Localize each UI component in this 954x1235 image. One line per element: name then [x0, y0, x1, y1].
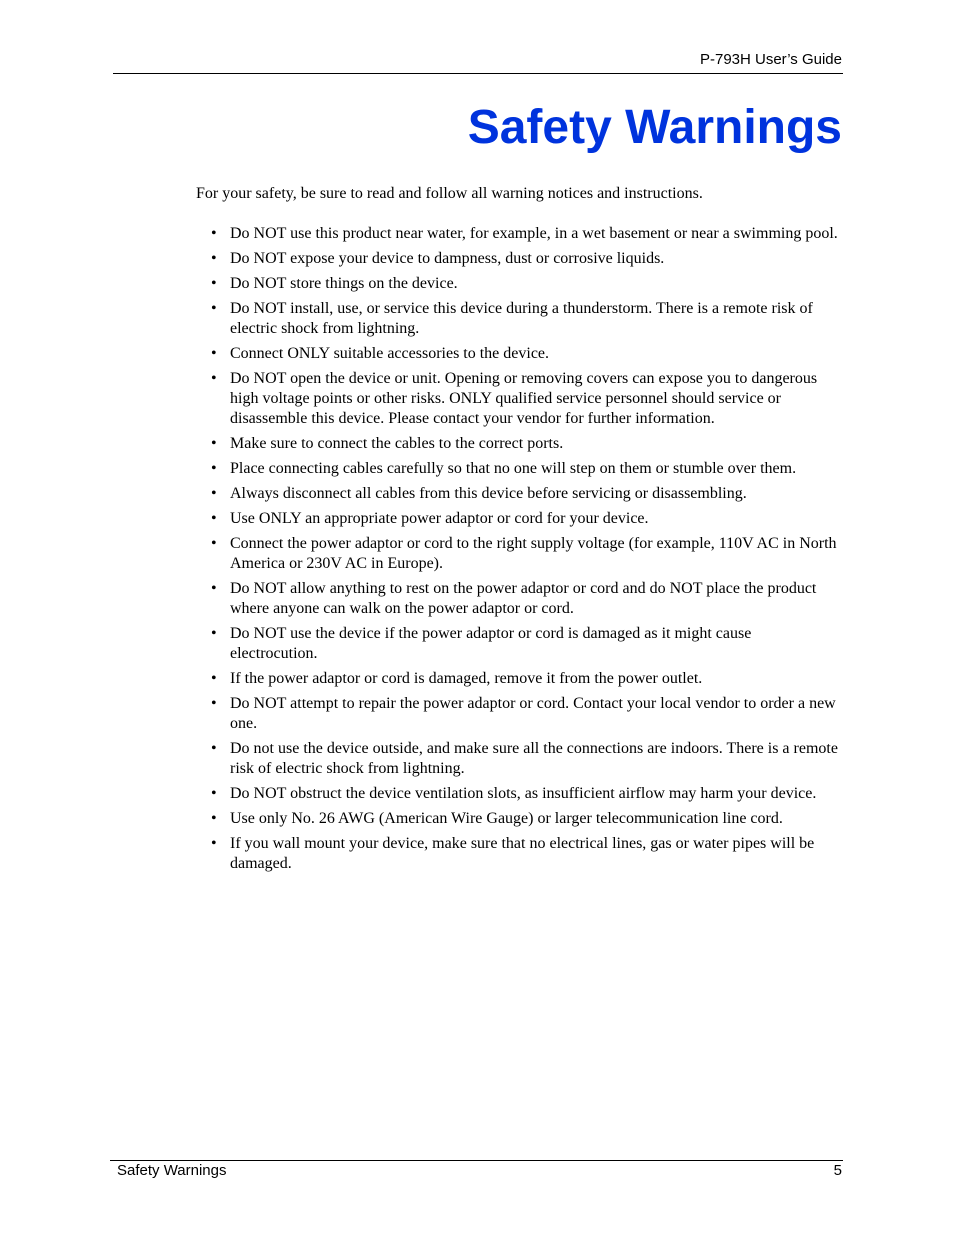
warning-text: If the power adaptor or cord is damaged, remove it from the power outlet. — [230, 670, 703, 687]
warning-text: Do NOT use this product near water, for example, in a wet basement or near a swimming pool. — [230, 225, 838, 242]
bullet-icon: • — [211, 625, 217, 642]
warning-text: Use ONLY an appropriate power adaptor or cord for your device. — [230, 510, 649, 527]
warning-text: Connect ONLY suitable accessories to the device. — [230, 345, 550, 362]
warning-item — [211, 249, 842, 269]
warnings-list — [211, 224, 842, 879]
bullet-icon: • — [211, 670, 217, 687]
warning-item — [211, 344, 842, 364]
warning-text: Do not use the device outside, and make sure all the connections are indoors. There is a remote risk of electric shock from lightning. — [230, 740, 838, 777]
page-number: 5 — [833, 1162, 842, 1179]
bullet-icon: • — [211, 345, 217, 362]
warning-text: Connect the power adaptor or cord to the right supply voltage (for example, 110V AC in North America or 230V AC in Europe). — [230, 535, 837, 572]
bullet-icon: • — [211, 580, 217, 597]
bullet-icon: • — [211, 370, 217, 387]
warning-text: Do NOT use the device if the power adaptor or cord is damaged as it might cause electrocution. — [230, 625, 752, 662]
warning-item — [211, 579, 842, 619]
warning-item — [211, 784, 842, 804]
warning-text: Do NOT allow anything to rest on the power adaptor or cord and do NOT place the product where anyone can walk on the power adaptor or cord. — [230, 580, 817, 617]
warning-item — [211, 459, 842, 479]
bullet-icon: • — [211, 435, 217, 452]
bullet-icon: • — [211, 695, 217, 712]
bullet-icon: • — [211, 810, 217, 827]
warning-item — [211, 434, 842, 454]
bullet-icon: • — [211, 300, 217, 317]
warning-item — [211, 369, 842, 429]
warning-item — [211, 484, 842, 504]
bullet-icon: • — [211, 460, 217, 477]
warning-item — [211, 834, 842, 874]
footer-rule — [110, 1160, 843, 1161]
warning-text: If you wall mount your device, make sure that no electrical lines, gas or water pipes will be damaged. — [230, 835, 815, 872]
warning-text: Do NOT open the device or unit. Opening or removing covers can expose you to dangerous high voltage points or other risks. ONLY qualified service personnel should service or disassemble this device. Please contact your vendor for further information. — [230, 370, 818, 427]
warning-item — [211, 224, 842, 244]
warning-item — [211, 509, 842, 529]
bullet-icon: • — [211, 510, 217, 527]
warning-text: Do NOT obstruct the device ventilation slots, as insufficient airflow may harm your device. — [230, 785, 817, 802]
bullet-icon: • — [211, 535, 217, 552]
warning-text: Always disconnect all cables from this device before servicing or disassembling. — [230, 485, 747, 502]
bullet-icon: • — [211, 225, 217, 242]
bullet-icon: • — [211, 275, 217, 292]
guide-title: P-793H User’s Guide — [699, 51, 842, 68]
warning-text: Use only No. 26 AWG (American Wire Gauge) or larger telecommunication line cord. — [230, 810, 783, 827]
intro-paragraph: For your safety, be sure to read and follow all warning notices and instructions. — [196, 185, 703, 202]
bullet-icon: • — [211, 740, 217, 757]
footer-section-name: Safety Warnings — [117, 1162, 227, 1179]
warning-text: Do NOT attempt to repair the power adaptor or cord. Contact your local vendor to order a new one. — [230, 695, 836, 732]
bullet-icon: • — [211, 485, 217, 502]
page-title: Safety Warnings — [467, 101, 842, 154]
warning-text: Place connecting cables carefully so that no one will step on them or stumble over them. — [230, 460, 797, 477]
warning-item — [211, 534, 842, 574]
warning-text: Do NOT install, use, or service this device during a thunderstorm. There is a remote risk of electric shock from lightning. — [230, 300, 813, 337]
header-rule — [113, 73, 843, 74]
warning-item — [211, 624, 842, 664]
warning-item — [211, 739, 842, 779]
warning-item — [211, 274, 842, 294]
warning-text: Make sure to connect the cables to the correct ports. — [230, 435, 564, 452]
bullet-icon: • — [211, 785, 217, 802]
warning-text: Do NOT expose your device to dampness, dust or corrosive liquids. — [230, 250, 665, 267]
bullet-icon: • — [211, 835, 217, 852]
warning-item — [211, 694, 842, 734]
warning-text: Do NOT store things on the device. — [230, 275, 458, 292]
warning-item — [211, 299, 842, 339]
warning-item — [211, 809, 842, 829]
bullet-icon: • — [211, 250, 217, 267]
warning-item — [211, 669, 842, 689]
